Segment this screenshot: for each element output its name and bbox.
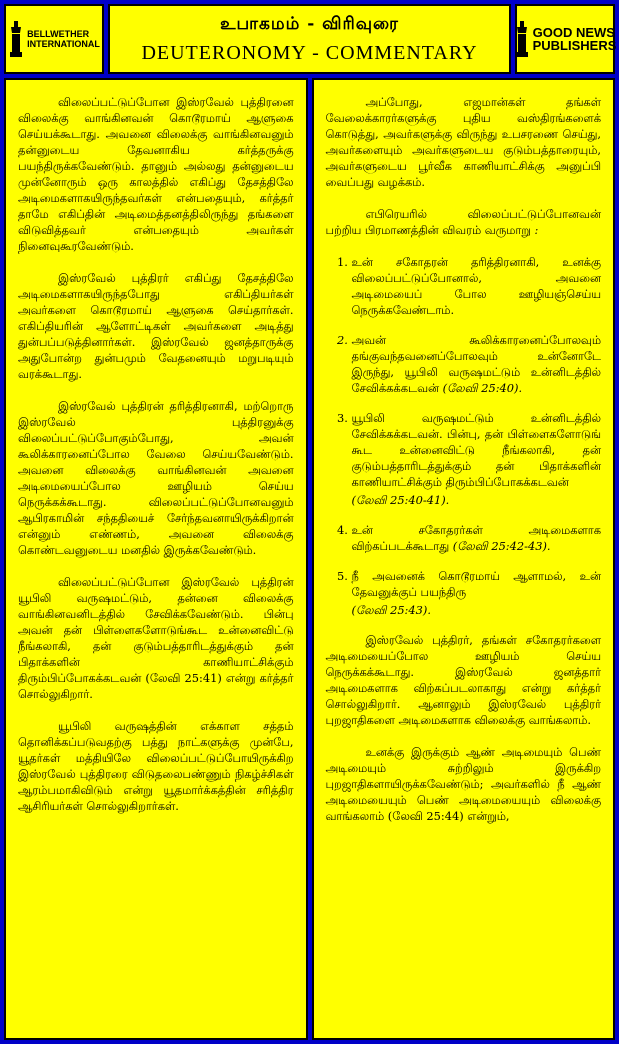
title-english: DEUTERONOMY - COMMENTARY [141,41,478,64]
law-list [326,254,602,618]
left-paragraph: விலைப்பட்டுப்போன இஸ்ரவேல் புத்திரனை விலைக்கு வாங்கினவன் கொடூரமாய் ஆளுகை செய்யக்கூடாது. அவனை விலைக்கு வாங்கினவனும் தன்னுடைய தேவனாகிய கர்த்தருக்கு பயந்திருக்கவேண்டும். தானும் அல்லது தன்னுடைய முன்னோரும் ஒரு காலத்தில் எகிப்து தேசத்திலே அடிமைகளாகயிருந்தவர்கள் என்பதையும், கர்த்தர் தாமே எகிப்தின் அடிமைத்தனத்திலிருந்து தங்களை விடுவித்தவர் என்பதையும் அவர்கள் நினைவுகூரவேண்டும். [18,95,294,253]
left-paragraph: இஸ்ரவேல் புத்திரர் எகிப்து தேசத்திலே அடிமைகளாகயிருந்தபோது எகிப்தியர்கள் அவர்களை கொடூரமாய் ஆளுகை செய்தார்கள். எகிப்தியரின் ஆளோட்டிகள் அவர்களை அடித்து துன்பப்படுத்தினார்கள். இஸ்ரவேல் ஜனத்தாருக்கு அதுபோன்ற துன்பமும் வேதனையும் மறுபடியும் வரக்கூடாது. [18,271,294,381]
bellwether-logo-box [4,4,104,74]
left-paragraph: விலைப்பட்டுப்போன இஸ்ரவேல் புத்திரன் யூபிலி வருஷமட்டும், தன்னை விலைக்கு வாங்கினவனிடத்தில் சேவிக்கவேண்டும். பின்பு அவன் தன் பிள்ளைகளோடுங்கூட உன்னைவிட்டு நீங்கலாகி, தன் குடும்பத்தாரிடத்துக்கும் தன் பிதாக்களின் காணியாட்சிக்கும் திரும்பிப்போகக்கடவன் (லேவி 25:41) என்று கர்த்தர் சொல்லுகிறார். [18,575,294,701]
title-box [108,4,511,74]
right-closing-paragraph: இஸ்ரவேல் புத்திரர், தங்கள் சகோதரர்களை அடிமையைப்போல ஊழியம் செய்ய நெருக்கக்கூடாது. இஸ்ரவேல் ஜனத்தார் அடிமைகளாக விற்கப்படலாகாது என்று கர்த்தர் சொல்லுகிறார். ஆனாலும் இஸ்ரவேல் புத்திரர் புறஜாதிகளை அடிமைகளாக விலைக்கு வாங்கலாம். [325,633,601,727]
hebrew-law-text: எபிரெயரில் விலைப்பட்டுப்போனவன் பற்றிய பிரமாணத்தின் விவரம் வருமாறு [325,207,601,237]
hebrew-law-paragraph [326,206,602,238]
logo-right-line2: PUBLISHERS [532,38,617,53]
list-item-text: யூபிலி வருஷமட்டும் உன்னிடத்தில் சேவிக்கக்கடவன். பின்பு, தன் பிள்ளைகளோடுங் கூட உன்னைவிட்டு நீங்கலாகி, தன் குடும்பத்தாரிடத்துக்கும் தன் பிதாக்களின் காணியாட்சிக்கும் திரும்பிப்போகக்கடவன் [351,411,601,489]
title-tamil: உபாகமம் - விரிவுரை [220,13,399,34]
content-area [4,78,615,1040]
header [4,4,615,74]
list-item-text: உன் சகோதரன் தரித்திரனாகி, உனக்கு விலைப்பட்டுப்போனால், அவனை அடிமையைப் போல ஊழியஞ்செய்ய நெருக்கவேண்டாம். [351,255,601,317]
list-item [352,332,602,396]
good-news-logo [514,19,617,59]
right-column [312,78,616,1040]
list-item-ref: (லேவி 25:40). [442,381,523,395]
list-item [352,410,602,508]
list-item-text: உன் சகோதரர்கள் அடிமைகளாக விற்கப்படக்கூடாது [351,523,601,553]
logo-left-line2: INTERNATIONAL [27,39,100,49]
good-news-logo-box [515,4,615,74]
bell-tower-icon [514,19,530,59]
list-item-ref: (லேவி 25:40-41). [351,493,450,507]
list-item-text: அவன் கூலிக்காரனைப்போலவும் தங்குவந்தவனைப்போலவும் உன்னோடே இருந்து, யூபிலி வருஷமட்டும் உன்னிடத்தில் சேவிக்கக்கடவன் [351,333,601,395]
list-item [352,522,602,554]
bell-tower-icon [8,19,24,59]
logo-left-line1: BELLWETHER [27,29,90,39]
bellwether-logo [8,19,100,59]
list-item-ref: (லேவி 25:43). [351,603,431,617]
left-paragraph: இஸ்ரவேல் புத்திரன் தரித்திரனாகி, மற்றொரு இஸ்ரவேல் புத்திரனுக்கு விலைப்பட்டுப்போகும்போது, அவன் கூலிக்காரனைப்போல வேலை செய்யவேண்டும். அவனை விலைக்கு வாங்கினவன் அவனை அடிமையைப்போல ஊழியம் செய்ய நெருக்கக்கூடாது. விலைப்பட்டுப்போனவனும் ஆபிரகாமின் சந்ததியைச் சேர்ந்தவனாயிருக்கிறான் என்னும் எண்ணம், அவனை விலைக்கு கொண்டவனுடைய மனதில் இருக்கவேண்டும். [18,399,294,557]
logo-right-line1: GOOD NEWS [532,25,615,40]
list-item-ref: (லேவி 25:42-43). [452,539,551,553]
list-item [352,568,602,618]
left-column [4,78,308,1040]
left-paragraph: யூபிலி வருஷத்தின் எக்காள சத்தம் தொனிக்கப்படுவதற்கு பத்து நாட்களுக்கு முன்பே, யூதர்கள் மத்தியிலே விலைப்பட்டுப்போயிருக்கிற இஸ்ரவேல் புத்திரரை விடுதலைபண்ணும் நிகழ்ச்சிகள் ஆரம்பமாகிவிடும் என்று யூதமார்க்கத்தின் சரித்திர ஆசிரியர்கள் சொல்லுகிறார்கள். [18,719,294,813]
list-item-text: நீ அவனைக் கொடூரமாய் ஆளாமல், உன் தேவனுக்குப் பயந்திரு [351,569,601,599]
hebrew-law-colon: : [534,223,539,237]
list-item [352,254,602,318]
right-closing-paragraph: உனக்கு இருக்கும் ஆண் அடிமையும் பெண் அடிமையும் சுற்றிலும் இருக்கிற புறஜாதிகளாயிருக்கவேண்டும்; அவர்களில் நீ ஆண் அடிமையையும் பெண் அடிமையையும் விலைக்கு வாங்கலாம் (லேவி 25:44) என்றும், [325,745,601,823]
right-intro-paragraph: அப்போது, எஜமான்கள் தங்கள் வேலைக்காரர்களுக்கு புதிய வஸ்திரங்களைக் கொடுத்து, அவர்களுக்கு விருந்து உபசரணை செய்து, அவர்களையும் அவர்களுடைய குடும்பத்தாரையும், அவர்களுடைய பூர்வீக காணியாட்சிக்கு அனுப்பி வைப்பது வழக்கம். [325,95,601,189]
